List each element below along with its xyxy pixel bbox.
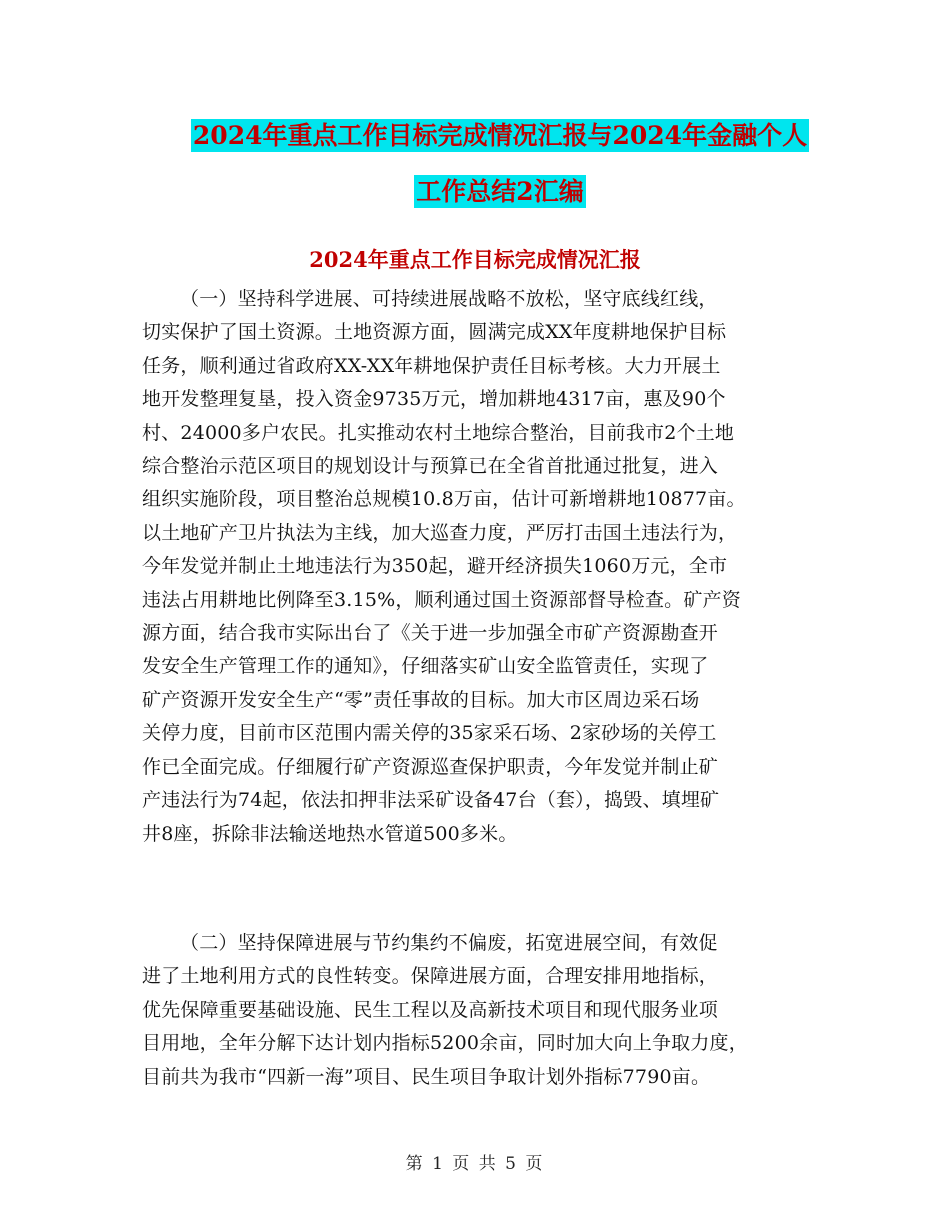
document-title <box>120 108 880 220</box>
text-line: 矿产资源开发安全生产“零”责任事故的目标。加大市区周边采石场 <box>142 688 700 711</box>
text-line: 关停力度，目前市区范围内需关停的35家采石场、2家砂场的关停工 <box>142 722 717 745</box>
text-line: 村、24000多户农民。扎实推动农村土地综合整治，目前我市2个土地 <box>142 421 735 444</box>
paragraph-1 <box>142 283 810 851</box>
text-line: 目前共为我市“四新一海”项目、民生项目争取计划外指标7790亩。 <box>142 1065 711 1088</box>
text-line: 今年发觉并制止土地违法行为350起，避开经济损失1060万元，全市 <box>142 555 728 578</box>
text-line: 以土地矿产卫片执法为主线，加大巡查力度，严厉打击国土违法行为， <box>142 521 738 544</box>
text-line: （一）坚持科学进展、可持续进展战略不放松，坚守底线红线， <box>180 288 718 310</box>
text-line: 目用地，全年分解下达计划内指标5200余亩，同时加大向上争取力度， <box>142 1032 748 1055</box>
section-title: 2024年重点工作目标完成情况汇报 <box>309 247 641 272</box>
document-title-line-1: 2024年重点工作目标完成情况汇报与2024年金融个人 <box>192 121 808 150</box>
text-line: 地开发整理复垦，投入资金9735万元，增加耕地4317亩，惠及90个 <box>142 388 726 411</box>
text-line: 任务，顺利通过省政府XX-XX年耕地保护责任目标考核。大力开展土 <box>142 354 721 377</box>
text-line: 井8座，拆除非法输送地热水管道500多米。 <box>142 822 518 845</box>
text-line: 综合整治示范区项目的规划设计与预算已在全省首批通过批复，进入 <box>142 455 719 478</box>
text-line: 违法占用耕地比例降至3.15%，顺利通过国土资源部督导检查。矿产资 <box>142 588 741 611</box>
page-footer: 第 1 页 共 5 页 <box>405 1154 545 1174</box>
text-line: 源方面，结合我市实际出台了《关于进一步加强全市矿产资源勘查开 <box>142 622 719 645</box>
text-line: 切实保护了国土资源。土地资源方面，圆满完成XX年度耕地保护目标 <box>142 321 727 344</box>
text-line: 产违法行为74起，依法扣押非法采矿设备47台（套），捣毁、填埋矿 <box>142 789 720 812</box>
text-line: 作已全面完成。仔细履行矿产资源巡查保护职责，今年发觉并制止矿 <box>142 755 719 778</box>
text-line: 进了土地利用方式的良性转变。保障进展方面，合理安排用地指标， <box>142 965 719 988</box>
text-line: 组织实施阶段，项目整治总规模10.8万亩，估计可新增耕地10877亩。 <box>142 488 746 511</box>
text-line: 发安全生产管理工作的通知》，仔细落实矿山安全监管责任，实现了 <box>142 655 709 678</box>
text-line: 优先保障重要基础设施、民生工程以及高新技术项目和现代服务业项 <box>142 998 719 1021</box>
document-title-line-2: 工作总结2汇编 <box>416 177 584 206</box>
text-line: （二）坚持保障进展与节约集约不偏废，拓宽进展空间，有效促 <box>180 932 718 954</box>
paragraph-2 <box>142 927 810 1094</box>
